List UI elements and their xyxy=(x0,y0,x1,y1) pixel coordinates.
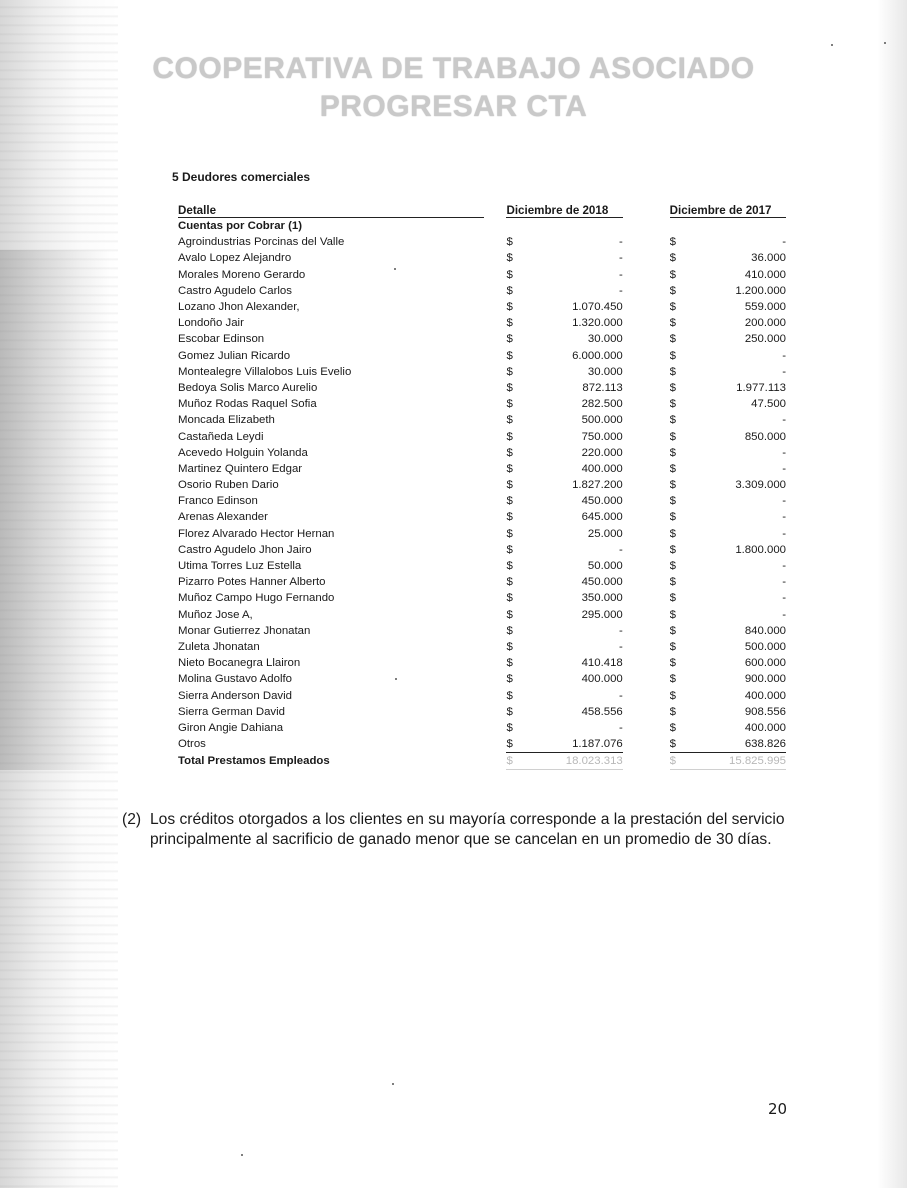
row-label: Muñoz Jose A, xyxy=(178,608,253,621)
value-2018: - xyxy=(618,543,623,556)
value-2017: 15.825.995 xyxy=(688,753,786,770)
currency-symbol-2017: $ xyxy=(669,576,677,589)
spacer xyxy=(484,315,506,331)
table-row xyxy=(178,623,786,639)
currency-symbol-2018: $ xyxy=(506,479,513,492)
value-2018: - xyxy=(618,721,623,734)
row-label: Franco Edinson xyxy=(178,495,258,508)
spacer xyxy=(484,526,506,542)
column-header-2017: Diciembre de 2017 xyxy=(670,200,786,218)
value-2018: 872.113 xyxy=(582,381,623,394)
currency-symbol-2017: $ xyxy=(669,495,677,508)
value-2017: 600.000 xyxy=(744,657,786,670)
value-2017: 638.826 xyxy=(688,736,786,753)
value-2017: 1.200.000 xyxy=(735,284,786,297)
spacer xyxy=(623,364,670,380)
document-header-line2: PROGRESAR CTA xyxy=(319,90,588,123)
spacer xyxy=(484,461,506,477)
value-2018: 30.000 xyxy=(587,365,623,378)
row-label: Total Prestamos Empleados xyxy=(178,755,330,768)
spacer xyxy=(623,396,670,412)
currency-symbol-2017: $ xyxy=(669,592,677,605)
row-label: Nieto Bocanegra Llairon xyxy=(178,657,301,670)
value-2017: 500.000 xyxy=(744,640,786,653)
row-label: Gomez Julian Ricardo xyxy=(178,349,291,362)
value-2017: - xyxy=(782,446,786,459)
spacer xyxy=(623,671,670,687)
spacer xyxy=(484,267,506,283)
value-2017: 47.500 xyxy=(751,398,786,411)
spacer xyxy=(484,736,506,753)
section-title: 5 Deudores comerciales xyxy=(172,170,311,184)
currency-symbol-2018: $ xyxy=(506,736,524,753)
table-row xyxy=(178,234,786,250)
row-label: Arenas Alexander xyxy=(178,511,268,524)
value-2017: - xyxy=(782,365,786,378)
currency-symbol-2017: $ xyxy=(669,284,677,297)
table-row xyxy=(178,477,786,493)
spacer xyxy=(484,428,506,444)
table-row xyxy=(178,348,786,364)
row-label: Martinez Quintero Edgar xyxy=(178,462,303,475)
spacer xyxy=(623,607,670,623)
spacer xyxy=(623,315,670,331)
spacer xyxy=(623,574,670,590)
value-2018: 645.000 xyxy=(581,511,623,524)
row-label: Molina Gustavo Adolfo xyxy=(178,673,292,686)
spacer xyxy=(484,250,506,266)
row-label: Pizarro Potes Hanner Alberto xyxy=(178,576,326,589)
spacer xyxy=(623,558,670,574)
table-row xyxy=(178,574,786,590)
spacer xyxy=(623,299,670,315)
row-label: Agroindustrias Porcinas del Valle xyxy=(178,236,345,249)
currency-symbol-2018: $ xyxy=(506,301,513,314)
currency-symbol-2018: $ xyxy=(506,753,524,770)
spacer xyxy=(623,331,670,347)
currency-symbol-2017: $ xyxy=(669,398,677,411)
currency-symbol-2017: $ xyxy=(669,640,677,653)
spacer xyxy=(484,655,506,671)
spacer xyxy=(484,445,506,461)
row-label: Montealegre Villalobos Luis Evelio xyxy=(178,365,352,378)
table-subheading-row xyxy=(178,218,786,235)
spacer xyxy=(484,590,506,606)
currency-symbol-2018: $ xyxy=(506,495,513,508)
table-row xyxy=(178,283,786,299)
value-2018: - xyxy=(618,640,623,653)
table-row xyxy=(178,639,786,655)
value-2018: 295.000 xyxy=(581,608,623,621)
value-2017: 900.000 xyxy=(744,673,786,686)
value-2017: - xyxy=(782,414,786,427)
spacer xyxy=(484,348,506,364)
row-label: Castañeda Leydi xyxy=(178,430,264,443)
spacer xyxy=(623,250,670,266)
value-2017: 840.000 xyxy=(744,624,786,637)
currency-symbol-2017: $ xyxy=(669,705,677,718)
currency-symbol-2017: $ xyxy=(669,349,677,362)
currency-symbol-2018: $ xyxy=(506,624,513,637)
value-2018: 450.000 xyxy=(581,495,623,508)
currency-symbol-2017: $ xyxy=(669,236,677,249)
row-label: Lozano Jhon Alexander, xyxy=(178,301,300,314)
table-row xyxy=(178,315,786,331)
currency-symbol-2018: $ xyxy=(506,317,513,330)
currency-symbol-2018: $ xyxy=(506,576,513,589)
value-2018: - xyxy=(618,284,623,297)
value-2017: - xyxy=(782,511,786,524)
currency-symbol-2018: $ xyxy=(506,268,513,281)
value-2017: 400.000 xyxy=(744,689,786,702)
currency-symbol-2018: $ xyxy=(506,673,513,686)
value-2017: 200.000 xyxy=(744,317,786,330)
value-2017: - xyxy=(782,592,786,605)
spacer xyxy=(484,493,506,509)
value-2018: 1.320.000 xyxy=(572,317,623,330)
value-2017: - xyxy=(782,495,786,508)
spacer xyxy=(484,558,506,574)
currency-symbol-2018: $ xyxy=(506,592,513,605)
column-header-2018: Diciembre de 2018 xyxy=(506,200,622,218)
spacer xyxy=(623,687,670,703)
row-label: Escobar Edinson xyxy=(178,333,265,346)
table-row xyxy=(178,445,786,461)
spacer xyxy=(623,753,670,770)
row-label: Avalo Lopez Alejandro xyxy=(178,252,292,265)
row-label: Sierra German David xyxy=(178,705,285,718)
value-2018: 18.023.313 xyxy=(525,753,623,770)
value-2018: 350.000 xyxy=(581,592,623,605)
currency-symbol-2017: $ xyxy=(669,721,677,734)
table-row xyxy=(178,590,786,606)
spacer xyxy=(484,412,506,428)
spacer xyxy=(623,348,670,364)
table-row xyxy=(178,299,786,315)
spacer xyxy=(484,720,506,736)
value-2018: 410.418 xyxy=(581,657,623,670)
currency-symbol-2018: $ xyxy=(506,381,513,394)
spacer xyxy=(623,509,670,525)
spacer xyxy=(623,267,670,283)
spacer xyxy=(623,639,670,655)
value-2017: - xyxy=(782,236,786,249)
spacer xyxy=(623,412,670,428)
spacer xyxy=(623,623,670,639)
table-row xyxy=(178,687,786,703)
value-2018: 450.000 xyxy=(581,576,623,589)
row-label: Zuleta Jhonatan xyxy=(178,640,260,653)
currency-symbol-2018: $ xyxy=(506,705,513,718)
spacer xyxy=(623,234,670,250)
spacer xyxy=(623,655,670,671)
spacer xyxy=(623,493,670,509)
row-label: Florez Alvarado Hector Hernan xyxy=(178,527,335,540)
document-header-line1: COOPERATIVA DE TRABAJO ASOCIADO xyxy=(152,52,755,85)
currency-symbol-2018: $ xyxy=(506,689,513,702)
value-2018: 458.556 xyxy=(581,705,623,718)
row-label: Bedoya Solis Marco Aurelio xyxy=(178,381,318,394)
currency-symbol-2018: $ xyxy=(506,365,513,378)
row-label: Londoño Jair xyxy=(178,317,244,330)
value-2018: 400.000 xyxy=(581,673,623,686)
scan-speck xyxy=(884,42,886,44)
currency-symbol-2017: $ xyxy=(669,560,677,573)
spacer xyxy=(484,753,506,770)
currency-symbol-2018: $ xyxy=(506,462,513,475)
spacer xyxy=(623,461,670,477)
currency-symbol-2017: $ xyxy=(669,333,677,346)
scan-speck xyxy=(241,1154,243,1156)
spacer xyxy=(484,607,506,623)
currency-symbol-2017: $ xyxy=(669,527,677,540)
currency-symbol-2017: $ xyxy=(669,543,677,556)
currency-symbol-2017: $ xyxy=(669,414,677,427)
spacer xyxy=(484,364,506,380)
value-2017: - xyxy=(782,560,786,573)
currency-symbol-2017: $ xyxy=(669,673,677,686)
spacer xyxy=(484,639,506,655)
table-row xyxy=(178,526,786,542)
spacer xyxy=(484,574,506,590)
value-2018: 25.000 xyxy=(587,527,623,540)
currency-symbol-2018: $ xyxy=(506,721,513,734)
currency-symbol-2018: $ xyxy=(506,349,513,362)
spacer xyxy=(484,509,506,525)
row-label: Morales Moreno Gerardo xyxy=(178,268,306,281)
value-2017: - xyxy=(782,608,786,621)
currency-symbol-2017: $ xyxy=(669,365,677,378)
table-subheading: Cuentas por Cobrar (1) xyxy=(178,220,303,233)
currency-symbol-2018: $ xyxy=(506,527,513,540)
value-2018: 282.500 xyxy=(581,398,623,411)
scan-shadow-right xyxy=(877,0,907,1188)
table-row xyxy=(178,493,786,509)
spacer xyxy=(484,477,506,493)
spacer xyxy=(484,704,506,720)
table-row xyxy=(178,671,786,687)
row-label: Otros xyxy=(178,738,206,751)
currency-symbol-2017: $ xyxy=(669,511,677,524)
value-2018: - xyxy=(618,252,623,265)
currency-symbol-2018: $ xyxy=(506,252,513,265)
value-2018: 30.000 xyxy=(587,333,623,346)
table-row xyxy=(178,655,786,671)
value-2018: 50.000 xyxy=(587,560,623,573)
value-2018: 750.000 xyxy=(581,430,623,443)
table-row xyxy=(178,704,786,720)
spacer xyxy=(484,283,506,299)
spacer xyxy=(623,720,670,736)
value-2018: 1.187.076 xyxy=(525,736,623,753)
table-row xyxy=(178,396,786,412)
spacer xyxy=(623,590,670,606)
currency-symbol-2017: $ xyxy=(669,268,677,281)
scan-speck xyxy=(392,1083,394,1085)
page-number: 20 xyxy=(768,1100,788,1118)
value-2017: 850.000 xyxy=(744,430,786,443)
spacer xyxy=(484,671,506,687)
currency-symbol-2018: $ xyxy=(506,446,513,459)
currency-symbol-2017: $ xyxy=(669,624,677,637)
footnote-marker: (2) xyxy=(122,811,142,828)
currency-symbol-2018: $ xyxy=(506,543,513,556)
spacer xyxy=(484,331,506,347)
row-label: Sierra Anderson David xyxy=(178,689,292,702)
value-2017: 3.309.000 xyxy=(735,479,786,492)
value-2017: 559.000 xyxy=(744,301,786,314)
value-2017: 410.000 xyxy=(744,268,786,281)
currency-symbol-2017: $ xyxy=(669,252,677,265)
currency-symbol-2017: $ xyxy=(669,689,677,702)
currency-symbol-2017: $ xyxy=(669,462,677,475)
row-label: Castro Agudelo Carlos xyxy=(178,284,292,297)
value-2018: 1.827.200 xyxy=(572,479,623,492)
value-2018: 220.000 xyxy=(581,446,623,459)
currency-symbol-2018: $ xyxy=(506,608,513,621)
table-row xyxy=(178,380,786,396)
value-2018: 6.000.000 xyxy=(572,349,623,362)
table-row xyxy=(178,720,786,736)
value-2018: 400.000 xyxy=(581,462,623,475)
table-row xyxy=(178,331,786,347)
table-row xyxy=(178,509,786,525)
spacer xyxy=(623,736,670,753)
scan-speck xyxy=(831,44,833,46)
spacer xyxy=(484,687,506,703)
row-label: Utima Torres Luz Estella xyxy=(178,560,302,573)
scan-speck xyxy=(394,268,396,270)
footnote xyxy=(122,810,802,850)
currency-symbol-2017: $ xyxy=(669,381,677,394)
table-header-row xyxy=(178,200,786,218)
spacer xyxy=(484,380,506,396)
spacer xyxy=(484,623,506,639)
currency-symbol-2018: $ xyxy=(506,333,513,346)
scan-shadow-left-dark xyxy=(0,250,110,770)
row-label: Giron Angie Dahiana xyxy=(178,721,284,734)
value-2017: 400.000 xyxy=(744,721,786,734)
scan-speck xyxy=(395,678,397,680)
value-2018: 1.070.450 xyxy=(572,301,623,314)
row-label: Osorio Ruben Dario xyxy=(178,479,279,492)
value-2018: - xyxy=(618,689,623,702)
currency-symbol-2017: $ xyxy=(669,430,677,443)
value-2018: 500.000 xyxy=(581,414,623,427)
value-2017: - xyxy=(782,527,786,540)
currency-symbol-2017: $ xyxy=(670,753,688,770)
currency-symbol-2017: $ xyxy=(669,301,677,314)
table-row xyxy=(178,364,786,380)
currency-symbol-2017: $ xyxy=(670,736,688,753)
currency-symbol-2018: $ xyxy=(506,640,513,653)
spacer xyxy=(484,542,506,558)
spacer xyxy=(623,526,670,542)
currency-symbol-2017: $ xyxy=(669,446,677,459)
table-total-row xyxy=(178,753,786,770)
row-label: Moncada Elizabeth xyxy=(178,414,275,427)
currency-symbol-2018: $ xyxy=(506,414,513,427)
spacer xyxy=(623,380,670,396)
footnote-text: Los créditos otorgados a los clientes en su mayoría corresponde a la prestación del servicio principalmente al sacrificio de ganado menor que se cancelan en un promedio de 30 días. xyxy=(150,811,785,848)
table-row xyxy=(178,542,786,558)
table-row xyxy=(178,250,786,266)
value-2017: 1.977.113 xyxy=(736,381,786,394)
currency-symbol-2018: $ xyxy=(506,560,513,573)
row-label: Muñoz Rodas Raquel Sofia xyxy=(178,398,317,411)
value-2017: 1.800.000 xyxy=(735,543,786,556)
value-2017: 36.000 xyxy=(751,252,786,265)
receivables-table xyxy=(178,200,786,770)
value-2017: 908.556 xyxy=(744,705,786,718)
currency-symbol-2017: $ xyxy=(669,657,677,670)
table-row xyxy=(178,558,786,574)
spacer xyxy=(484,234,506,250)
spacer xyxy=(623,428,670,444)
spacer xyxy=(623,477,670,493)
value-2018: - xyxy=(618,268,623,281)
table-row xyxy=(178,428,786,444)
column-header-detail: Detalle xyxy=(178,200,484,218)
spacer xyxy=(623,445,670,461)
spacer xyxy=(623,542,670,558)
row-label: Muñoz Campo Hugo Fernando xyxy=(178,592,335,605)
currency-symbol-2018: $ xyxy=(506,657,513,670)
value-2017: 250.000 xyxy=(744,333,786,346)
table-row xyxy=(178,461,786,477)
currency-symbol-2018: $ xyxy=(506,284,513,297)
spacer xyxy=(484,396,506,412)
row-label: Monar Gutierrez Jhonatan xyxy=(178,624,311,637)
table-row xyxy=(178,607,786,623)
value-2018: - xyxy=(618,624,623,637)
spacer xyxy=(623,704,670,720)
spacer xyxy=(623,283,670,299)
currency-symbol-2018: $ xyxy=(506,511,513,524)
table-row xyxy=(178,267,786,283)
row-label: Acevedo Holguin Yolanda xyxy=(178,446,308,459)
currency-symbol-2017: $ xyxy=(669,317,677,330)
row-label: Castro Agudelo Jhon Jairo xyxy=(178,543,312,556)
currency-symbol-2017: $ xyxy=(669,608,677,621)
table-row xyxy=(178,412,786,428)
spacer xyxy=(484,299,506,315)
value-2017: - xyxy=(782,462,786,475)
value-2017: - xyxy=(782,349,786,362)
currency-symbol-2018: $ xyxy=(506,430,513,443)
value-2018: - xyxy=(618,236,623,249)
currency-symbol-2018: $ xyxy=(506,236,513,249)
currency-symbol-2018: $ xyxy=(506,398,513,411)
value-2017: - xyxy=(782,576,786,589)
currency-symbol-2017: $ xyxy=(669,479,677,492)
table-row xyxy=(178,736,786,753)
